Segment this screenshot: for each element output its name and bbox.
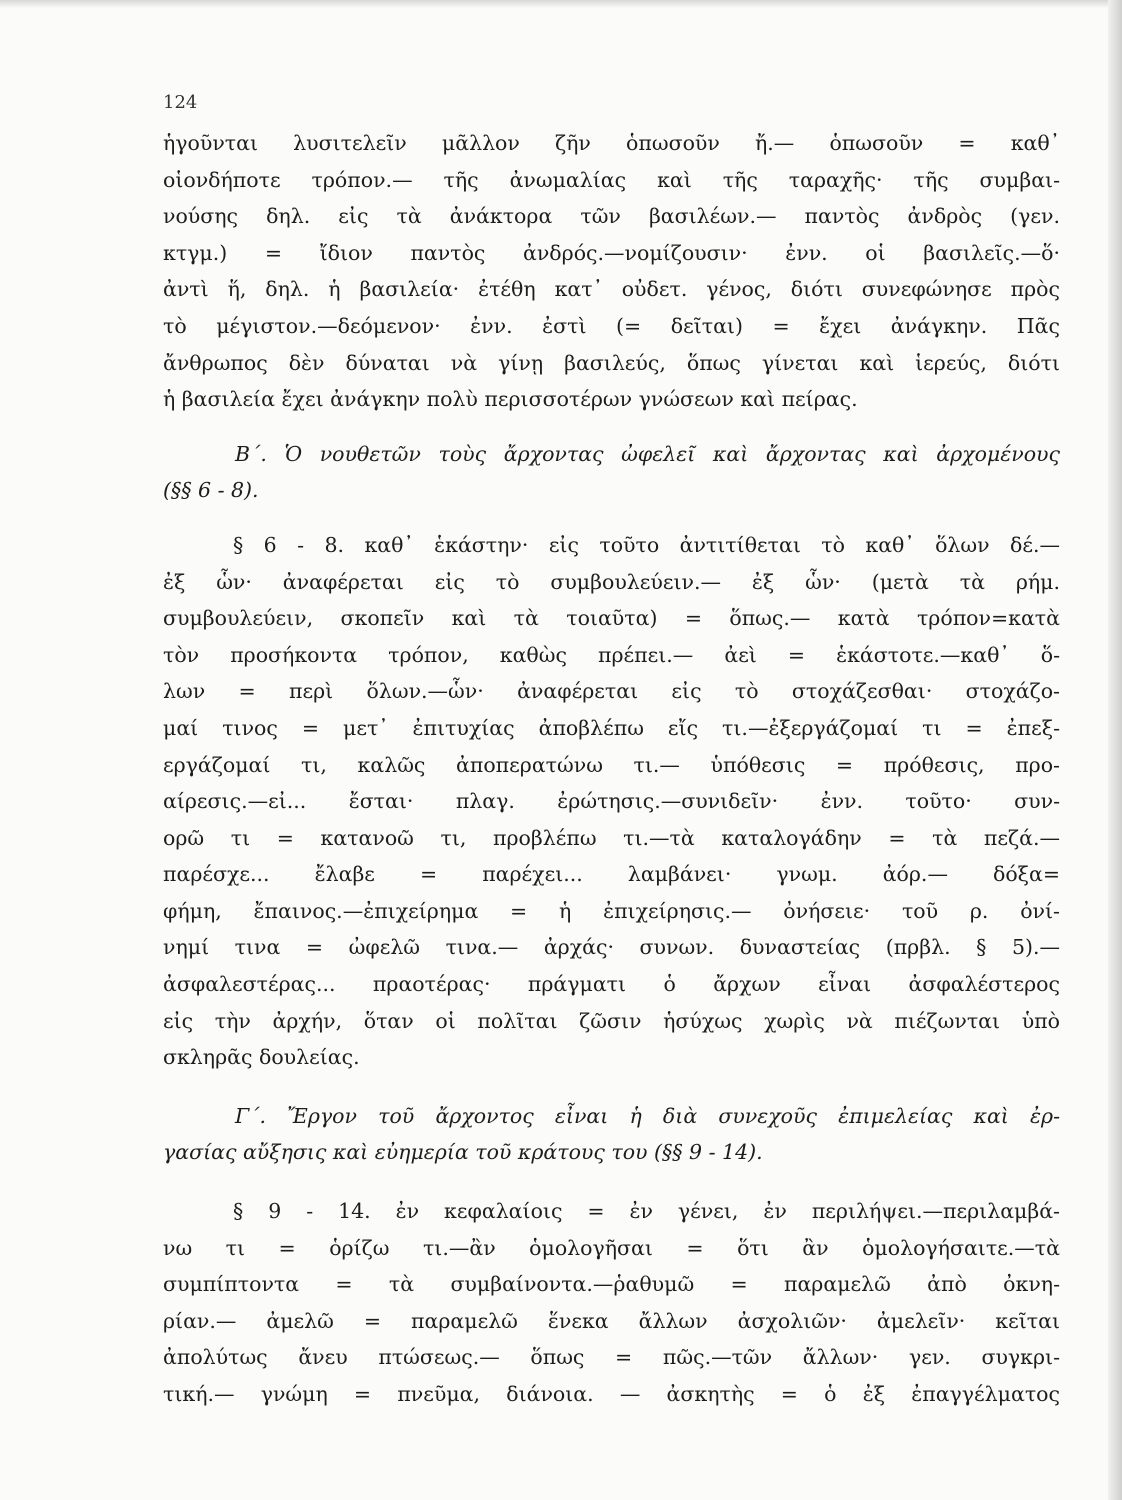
text-line: οἱονδήποτε τρόπον.— τῆς ἀνωμαλίας καὶ τῆς ταραχῆς· τῆς συμβαι- xyxy=(163,167,1060,192)
scan-top-shadow xyxy=(0,0,1122,8)
text-line: αίρεσις.—εἰ... ἔσται· πλαγ. ἐρώτησις.—συνιδεῖν· ἐνν. τοῦτο· συν- xyxy=(163,789,1060,814)
text-line: ἐξ ὧν· ἀναφέρεται εἰς τὸ συμβουλεύειν.— ἐξ ὧν· (μετὰ τὰ ρήμ. xyxy=(163,569,1060,594)
text-line: νημί τινα = ὠφελῶ τινα.— ἀρχάς· συνων. δυναστείας (πρβλ. § 5).— xyxy=(163,935,1060,960)
text-line: μαί τινος = μετ᾽ ἐπιτυχίας ἀποβλέπω εἴς τι.—ἐξεργάζομαί τι = ἐπεξ- xyxy=(163,715,1060,740)
text-line: κτγμ.) = ἴδιον παντὸς ἀνδρός.—νομίζουσιν· ἐνν. οἱ βασιλεῖς.—ὅ· xyxy=(163,240,1060,265)
section-6-8-start: § 6 - 8. καθ᾽ ἑκάστην· εἰς τοῦτο ἀντιτίθεται τὸ καθ᾽ ὅλων δέ.— xyxy=(233,532,1060,557)
text-line: λων = περὶ ὅλων.—ὧν· ἀναφέρεται εἰς τὸ στοχάζεσθαι· στοχάζο- xyxy=(163,679,1060,704)
text-line: ἄνθρωπος δὲν δύναται νὰ γίνῃ βασιλεύς, ὅπως γίνεται καὶ ἱερεύς, διότι xyxy=(163,350,1060,375)
text-line: ἡγοῦνται λυσιτελεῖν μᾶλλον ζῆν ὁπωσοῦν ἤ.— ὁπωσοῦν = καθ᾽ xyxy=(163,131,1060,155)
text-line: ρίαν.— ἀμελῶ = παραμελῶ ἕνεκα ἄλλων ἀσχολιῶν· ἀμελεῖν· κεῖται xyxy=(163,1308,1060,1333)
text-line: εἰς τὴν ἀρχήν, ὅταν οἱ πολῖται ζῶσιν ἡσύχως χωρὶς νὰ πιέζωνται ὑπὸ xyxy=(163,1008,1060,1033)
page-body xyxy=(163,125,1060,1413)
text-line: τική.— γνώμη = πνεῦμα, διάνοια. — ἀσκητὴς = ὁ ἐξ ἐπαγγέλματος xyxy=(163,1382,1060,1406)
section-heading-c: Γ΄. Ἔργον τοῦ ἄρχοντος εἶναι ἡ διὰ συνεχοῦς ἐπιμελείας καὶ ἐρ- xyxy=(235,1103,1060,1128)
text-line: νω τι = ὁρίζω τι.—ἂν ὁμολογῆσαι = ὅτι ἂν ὁμολογήσαιτε.—τὰ xyxy=(163,1235,1060,1260)
text-line: ἀσφαλεστέρας... πραοτέρας· πράγματι ὁ ἄρχων εἶναι ἀσφαλέστερος xyxy=(163,972,1060,997)
text-line: ἀπολύτως ἄνευ πτώσεως.— ὅπως = πῶς.—τῶν ἄλλων· γεν. συγκρι- xyxy=(163,1345,1060,1370)
text-line: παρέσχε... ἔλαβε = παρέχει... λαμβάνει· γνωμ. ἀόρ.— δόξα= xyxy=(163,862,1060,887)
text-line: τὸ μέγιστον.—δεόμενον· ἐνν. ἐστὶ (= δεῖται) = ἔχει ἀνάγκην. Πᾶς xyxy=(163,313,1060,338)
text-line: εργάζομαί τι, καλῶς ἀποπερατώνω τι.— ὑπόθεσις = πρόθεσις, προ- xyxy=(163,752,1060,777)
section-heading-c-cont: γασίας αὔξησις καὶ εὐημερία τοῦ κράτους του (§§ 9 - 14). xyxy=(163,1140,763,1165)
scan-edge-shadow xyxy=(1108,0,1122,1500)
text-line: ορῶ τι = κατανοῶ τι, προβλέπω τι.—τὰ καταλογάδην = τὰ πεζά.— xyxy=(163,825,1060,850)
text-line: τὸν προσήκοντα τρόπον, καθὼς πρέπει.— ἀεὶ = ἑκάστοτε.—καθ᾽ ὅ- xyxy=(163,642,1060,667)
text-line: ἡ βασιλεία ἔχει ἀνάγκην πολὺ περισσοτέρων γνώσεων καὶ πείρας. xyxy=(163,387,858,412)
section-9-14-start: § 9 - 14. ἐν κεφαλαίοις = ἐν γένει, ἐν περιλήψει.—περιλαμβά- xyxy=(233,1199,1060,1224)
spacer xyxy=(163,1076,1060,1098)
section-heading-b-range: (§§ 6 - 8). xyxy=(163,478,259,503)
text-line: σκληρᾶς δουλείας. xyxy=(163,1045,360,1070)
text-line: συμβουλεύειν, σκοπεῖν καὶ τὰ τοιαῦτα) = ὅπως.— κατὰ τρόπον=κατὰ xyxy=(163,606,1060,631)
spacer xyxy=(163,509,1060,527)
text-line: νούσης δηλ. εἰς τὰ ἀνάκτορα τῶν βασιλέων.— παντὸς ἀνδρὸς (γεν. xyxy=(163,204,1060,229)
spacer xyxy=(163,418,1060,436)
text-line: συμπίπτοντα = τὰ συμβαίνοντα.—ῥαθυμῶ = παραμελῶ ἀπὸ ὀκνη- xyxy=(163,1272,1060,1297)
section-heading-b: Β΄. Ὁ νουθετῶν τοὺς ἄρχοντας ὠφελεῖ καὶ ἄρχοντας καὶ ἀρχομένους xyxy=(235,441,1060,466)
page-number: 124 xyxy=(163,92,198,113)
spacer xyxy=(163,1171,1060,1193)
text-line: ἀντὶ ἥ, δηλ. ἡ βασιλεία· ἐτέθη κατ᾽ οὐδετ. γένος, διότι συνεφώνησε πρὸς xyxy=(163,277,1060,302)
text-line: φήμη, ἔπαινος.—ἐπιχείρημα = ἡ ἐπιχείρησις.— ὀνήσειε· τοῦ ρ. ὀνί- xyxy=(163,898,1060,923)
